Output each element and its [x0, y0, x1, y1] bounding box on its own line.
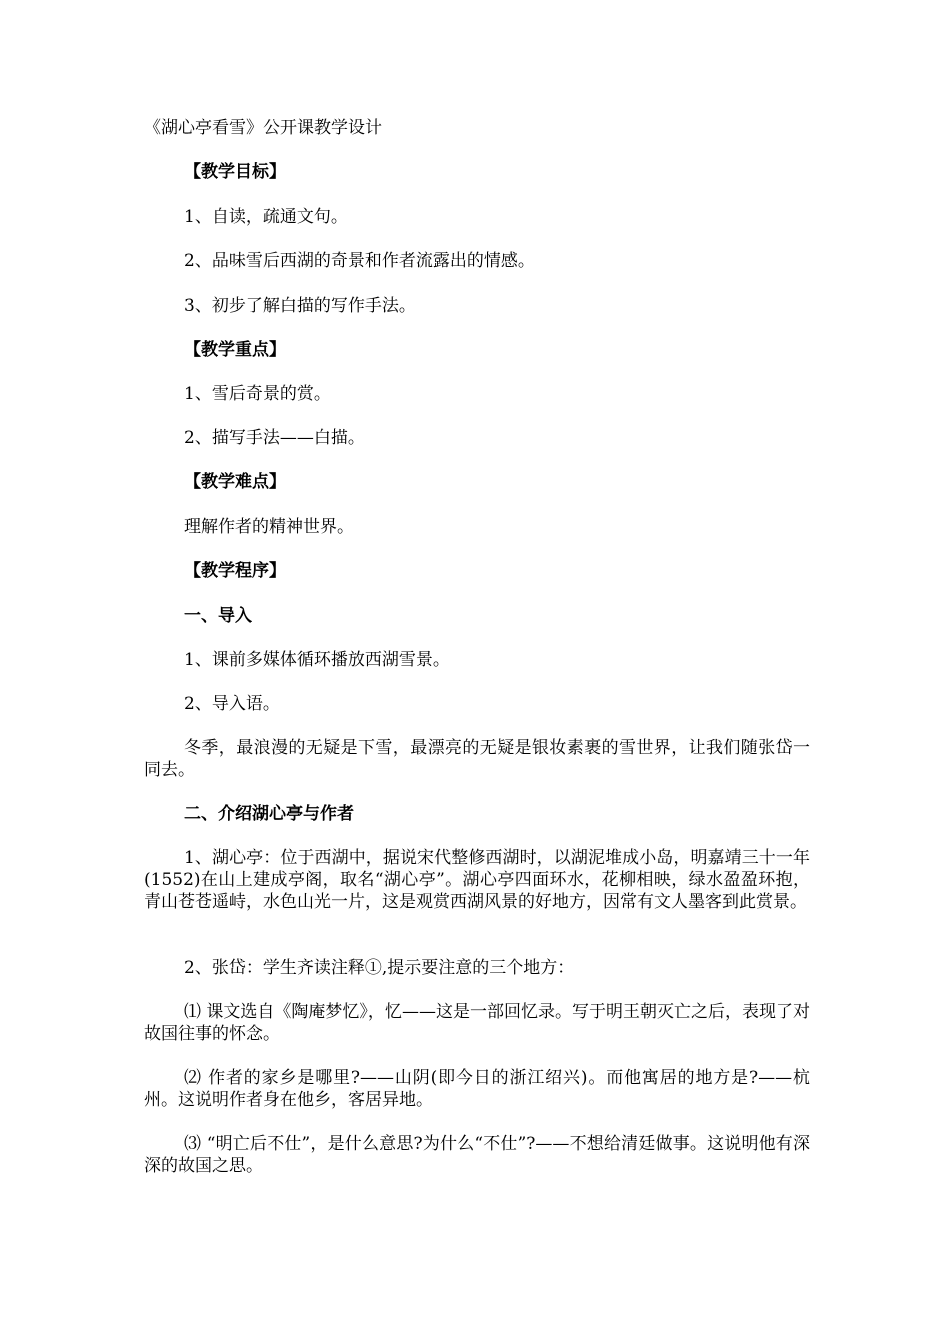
note-paragraph: ⑴ 课文选自《陶庵梦忆》，忆——这是一部回忆录。写于明王朝灭亡之后，表现了对故国往事的怀念。	[144, 1002, 810, 1044]
goal-item: 1、自读，疏通文句。	[184, 207, 348, 227]
intro-item: 2、导入语。	[184, 694, 280, 714]
note-paragraph: ⑵ 作者的家乡是哪里?——山阴(即今日的浙江绍兴)。而他寓居的地方是?——杭州。这说明作者身在他乡，客居异地。	[144, 1068, 810, 1110]
intro-paragraph: 冬季，最浪漫的无疑是下雪，最漂亮的无疑是银妆素裹的雪世界，让我们随张岱一同去。	[144, 738, 810, 780]
difficulties-heading: 【教学难点】	[184, 472, 286, 492]
key-points-heading: 【教学重点】	[184, 340, 286, 360]
author-heading: 二、介绍湖心亭与作者	[184, 804, 354, 824]
difficulty-item: 理解作者的精神世界。	[184, 517, 354, 537]
intro-heading: 一、导入	[184, 606, 252, 626]
goal-item: 3、初步了解白描的写作手法。	[184, 296, 416, 316]
zhangdai-paragraph: 2、张岱：学生齐读注释①,提示要注意的三个地方：	[184, 958, 575, 978]
goal-item: 2、品味雪后西湖的奇景和作者流露出的情感。	[184, 251, 535, 271]
key-point-item: 2、描写手法——白描。	[184, 428, 365, 448]
procedure-heading: 【教学程序】	[184, 561, 286, 581]
note-paragraph: ⑶ “明亡后不仕”，是什么意思?为什么“不仕”?——不想给清廷做事。这说明他有深深的故国之思。	[144, 1134, 810, 1176]
key-point-item: 1、雪后奇景的赏。	[184, 384, 331, 404]
document-title: 《湖心亭看雪》公开课教学设计	[144, 118, 382, 138]
pavilion-paragraph: 1、湖心亭：位于西湖中，据说宋代整修西湖时，以湖泥堆成小岛，明嘉靖三十一年(1552)在山上建成亭阁，取名“湖心亭”。湖心亭四面环水，花柳相映，绿水盈盈环抱，青山苍苍遥峙，水色山光一片，这是观赏西湖风景的好地方，因常有文人墨客到此赏景。	[144, 848, 810, 912]
goals-heading: 【教学目标】	[184, 162, 286, 182]
intro-item: 1、课前多媒体循环播放西湖雪景。	[184, 650, 450, 670]
